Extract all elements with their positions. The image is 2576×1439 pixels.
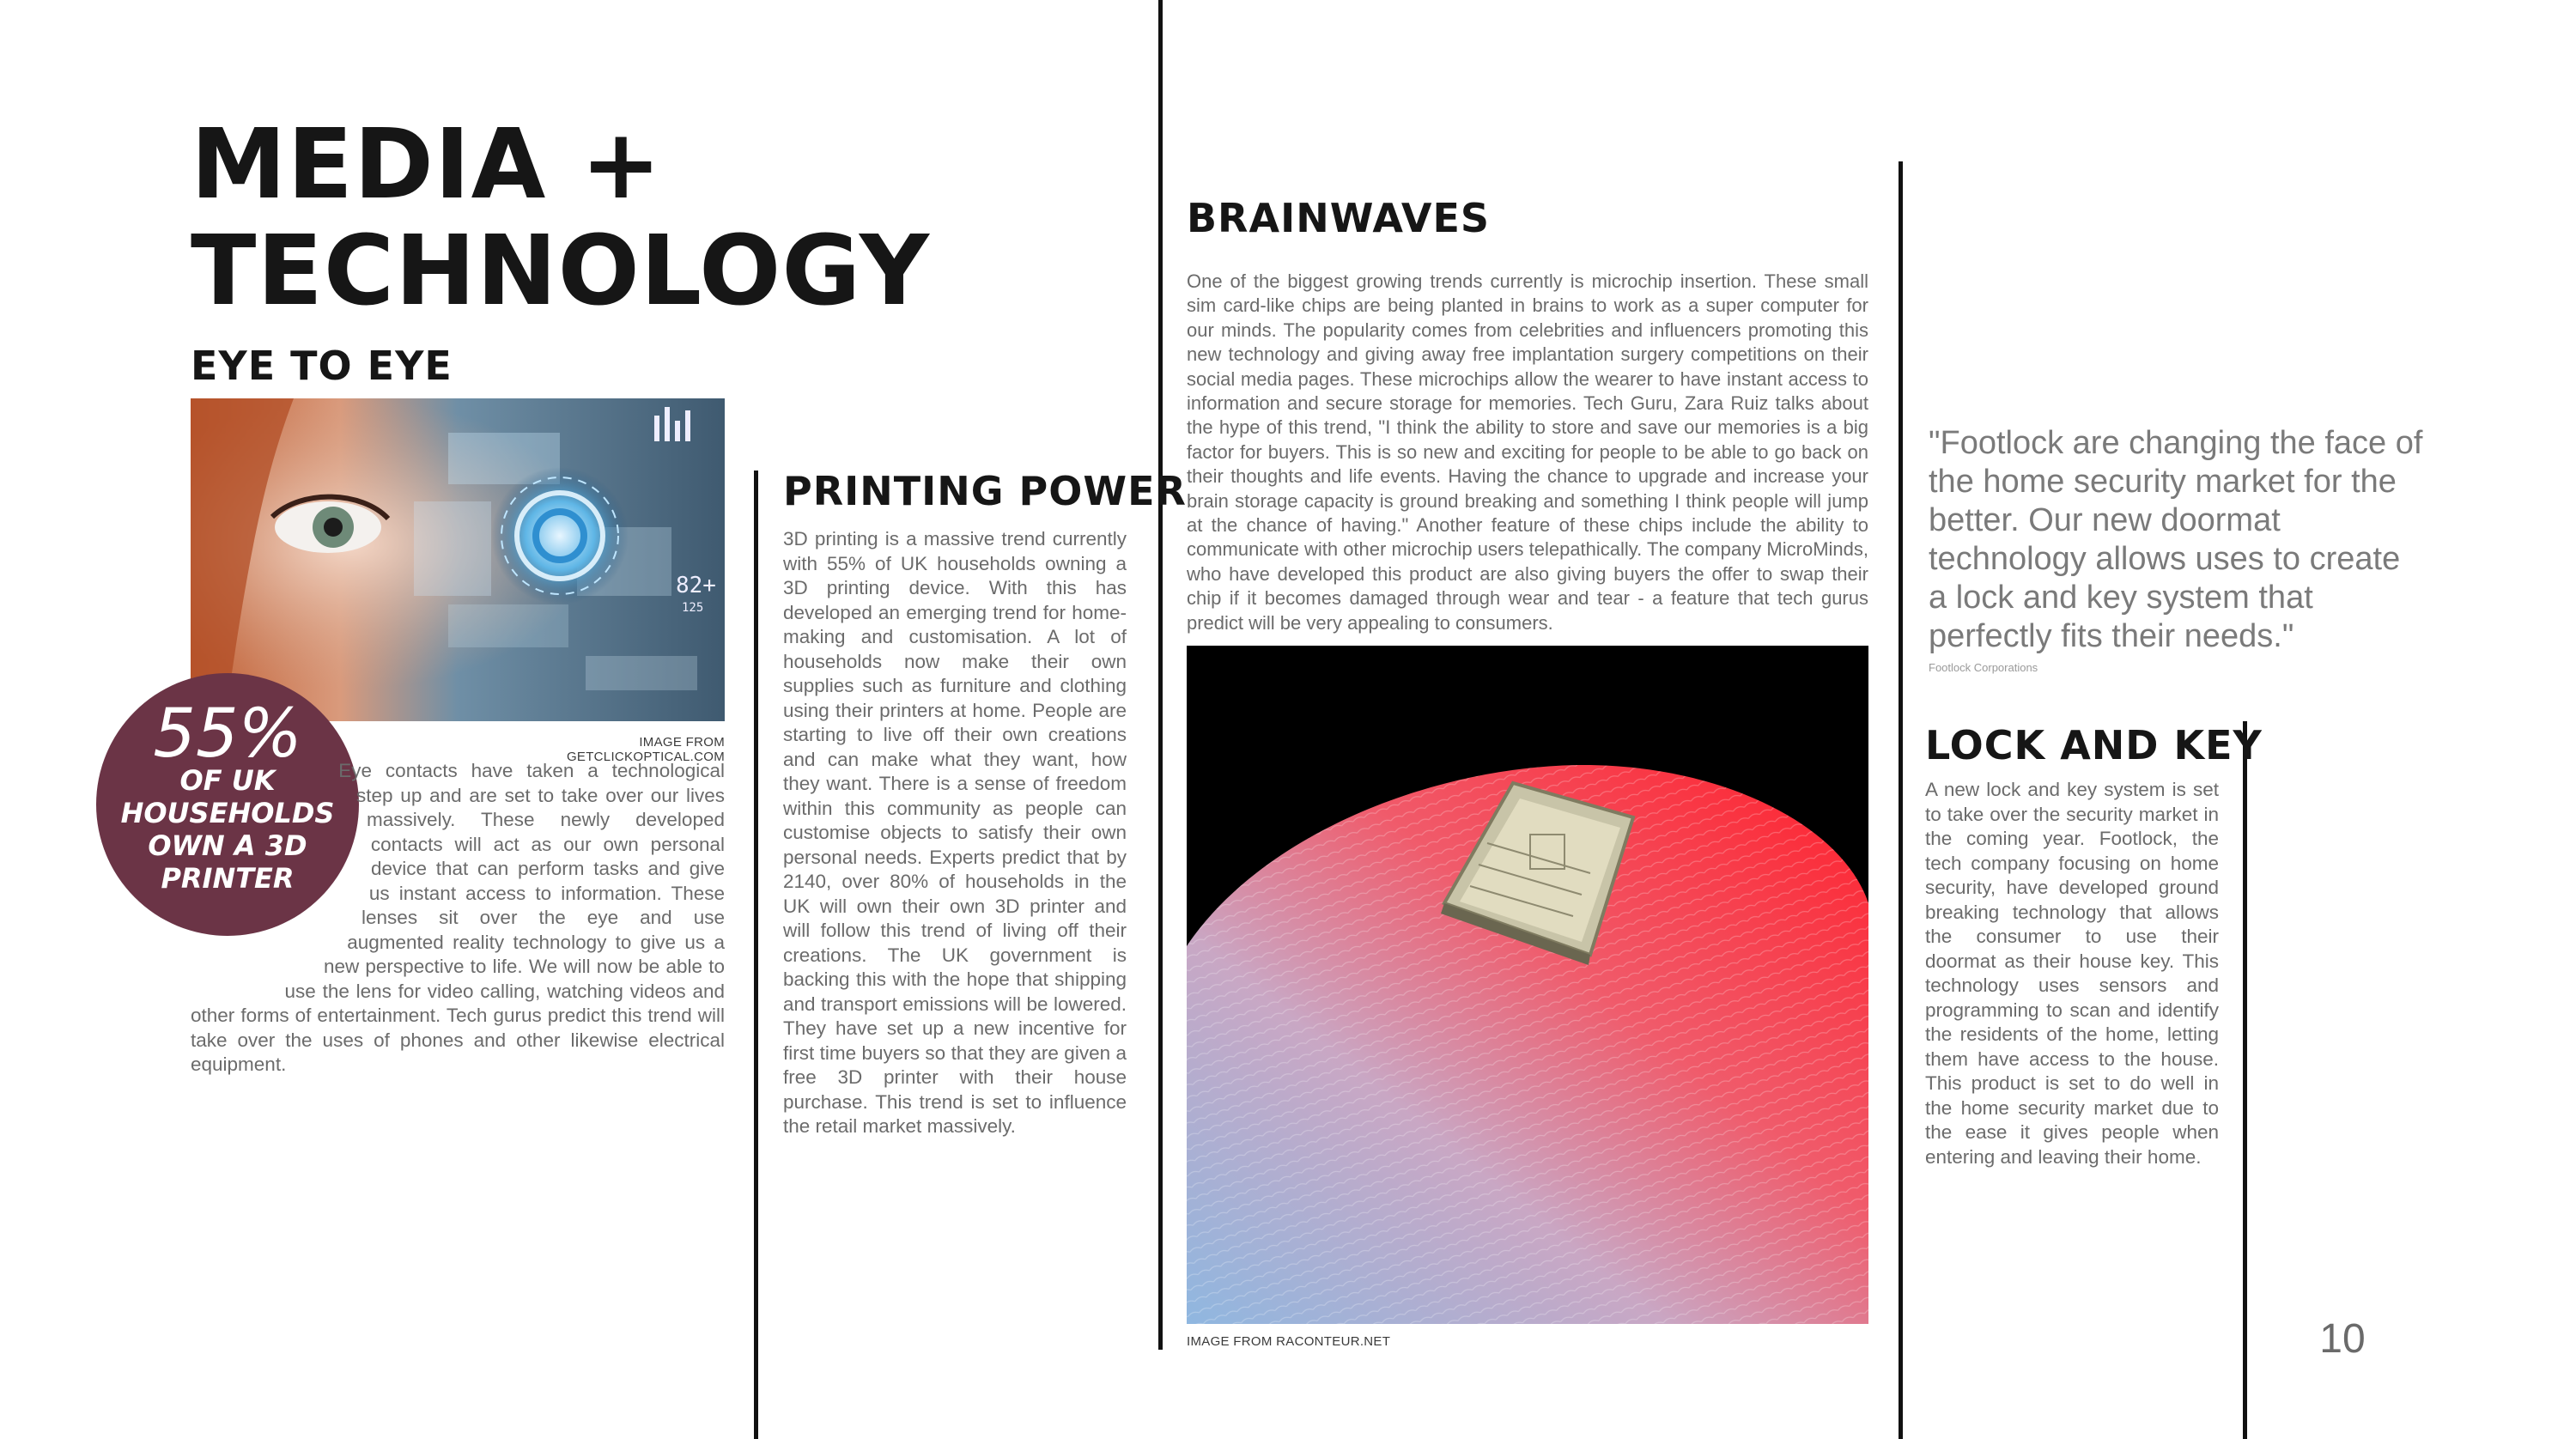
- column-divider-2: [1158, 0, 1163, 1350]
- printing-article-body: 3D printing is a massive trend currently with 55% of UK households owning a 3D printing device. With this has developed an emerging trend for home-making and customisation. A lot of households now make their own supplies such as furniture and clothing using their printers at home. People are starting to live off their own creations and can make what they want, how they want. There is a sense of freedom within this community as people can customise objects to satisfy their own personal needs. Experts predict that by 2140, over 80% of households in the UK will own their own 3D printer and will follow this trend of living off their creations. The UK government is backing this with the hope that shipping and transport emissions will be lowered. They have set up a new incentive for first time buyers so that they are given a free 3D printer with their house purchase. This trend is set to influence the retail market massively.: [783, 528, 1127, 1137]
- microchip-illustration: [1187, 646, 1868, 1324]
- microchip-image: [1187, 646, 1868, 1324]
- stat-label-3: OWN A 3D: [148, 829, 307, 862]
- page-title-line-2: TECHNOLOGY: [191, 216, 930, 327]
- brainwaves-article-body: One of the biggest growing trends currently is microchip insertion. These small sim card-like chips are being planted in brains to work as a super computer for our minds. The popularity comes from celebrities and influencers promoting this new technology and giving away free implantation surgery competitions on their social media pages. These microchips allow the wearer to have instant access to information and secure storage for memories. Tech Guru, Zara Ruiz talks about the hype of this trend, "I think the ability to store and save our memories is a big factor for buyers. This is so new and exciting for people to be able to go back on their thoughts and life events. Having the chance to upgrade and increase your brain storage capacity is ground breaking and something I think people will jump at the chance of having." Another feature of these chips include the ability to communicate with other microchip users telepathically. The company MicroMinds, who have developed this product are also giving buyers the offer to swap their chip if it becomes damaged through wear and tear - a feature that tech gurus predict will be very appealing to consumers.: [1187, 270, 1868, 634]
- microchip-image-credit: IMAGE FROM RACONTEUR.NET: [1187, 1334, 1391, 1349]
- eye-image: [191, 398, 725, 721]
- eye-article-body: [191, 759, 725, 1075]
- lockkey-article-body: A new lock and key system is set to take over the security market in the coming year. Footlock, the tech company focusing on home security, have developed ground breaking technology that allows the consumer to use their doormat as their house key. This technology uses sensors and programming to scan and identify the residents of the home, letting them have access to the house. This product is set to do well in the home security market due to the ease it gives people when entering and leaving their home.: [1925, 779, 2219, 1168]
- eye-article-text: Eye contacts have taken a technological step up and are set to take over our lives massively. These newly developed contacts will act as our own personal device that can perform tasks and give us instant access to information. These lenses sit over the eye and use augmented reality technology to give us a new perspective to life. We will now be able to use the lens for video calling, watching videos and other forms of entertainment. Tech gurus predict this trend will take over the uses of phones and other likewise electrical equipment.: [191, 760, 725, 1075]
- column-divider-1: [754, 471, 758, 1439]
- column-divider-3: [1899, 161, 1903, 1439]
- stat-label-1: OF UK: [179, 764, 276, 797]
- quote-attribution: Footlock Corporations: [1929, 661, 2038, 674]
- eye-illustration: [191, 398, 725, 721]
- printing-heading: PRINTING POWER: [783, 468, 1187, 514]
- brainwaves-heading: BRAINWAVES: [1187, 195, 1491, 241]
- stat-label-4: PRINTER: [161, 862, 295, 895]
- hud-readout-2: 125: [682, 601, 704, 615]
- page-number: 10: [2319, 1316, 2366, 1362]
- page-title: [191, 109, 930, 327]
- page-title-line-1: MEDIA +: [191, 109, 663, 221]
- stat-label-2: HOUSEHOLDS: [120, 797, 335, 829]
- stat-value: 55%: [153, 695, 302, 773]
- eye-image-credit: IMAGE FROM GETCLICKOPTICAL.COM: [566, 735, 725, 764]
- lockkey-heading: LOCK AND KEY: [1925, 722, 2263, 768]
- hud-readout-1: 82+: [676, 573, 716, 598]
- column-divider-4: [2243, 721, 2247, 1439]
- pull-quote: "Footlock are changing the face of the home security market for the better. Our new doormat technology allows uses to create a lock and key system that perfectly fits their needs.": [1929, 425, 2423, 654]
- eye-heading: EYE TO EYE: [191, 343, 453, 389]
